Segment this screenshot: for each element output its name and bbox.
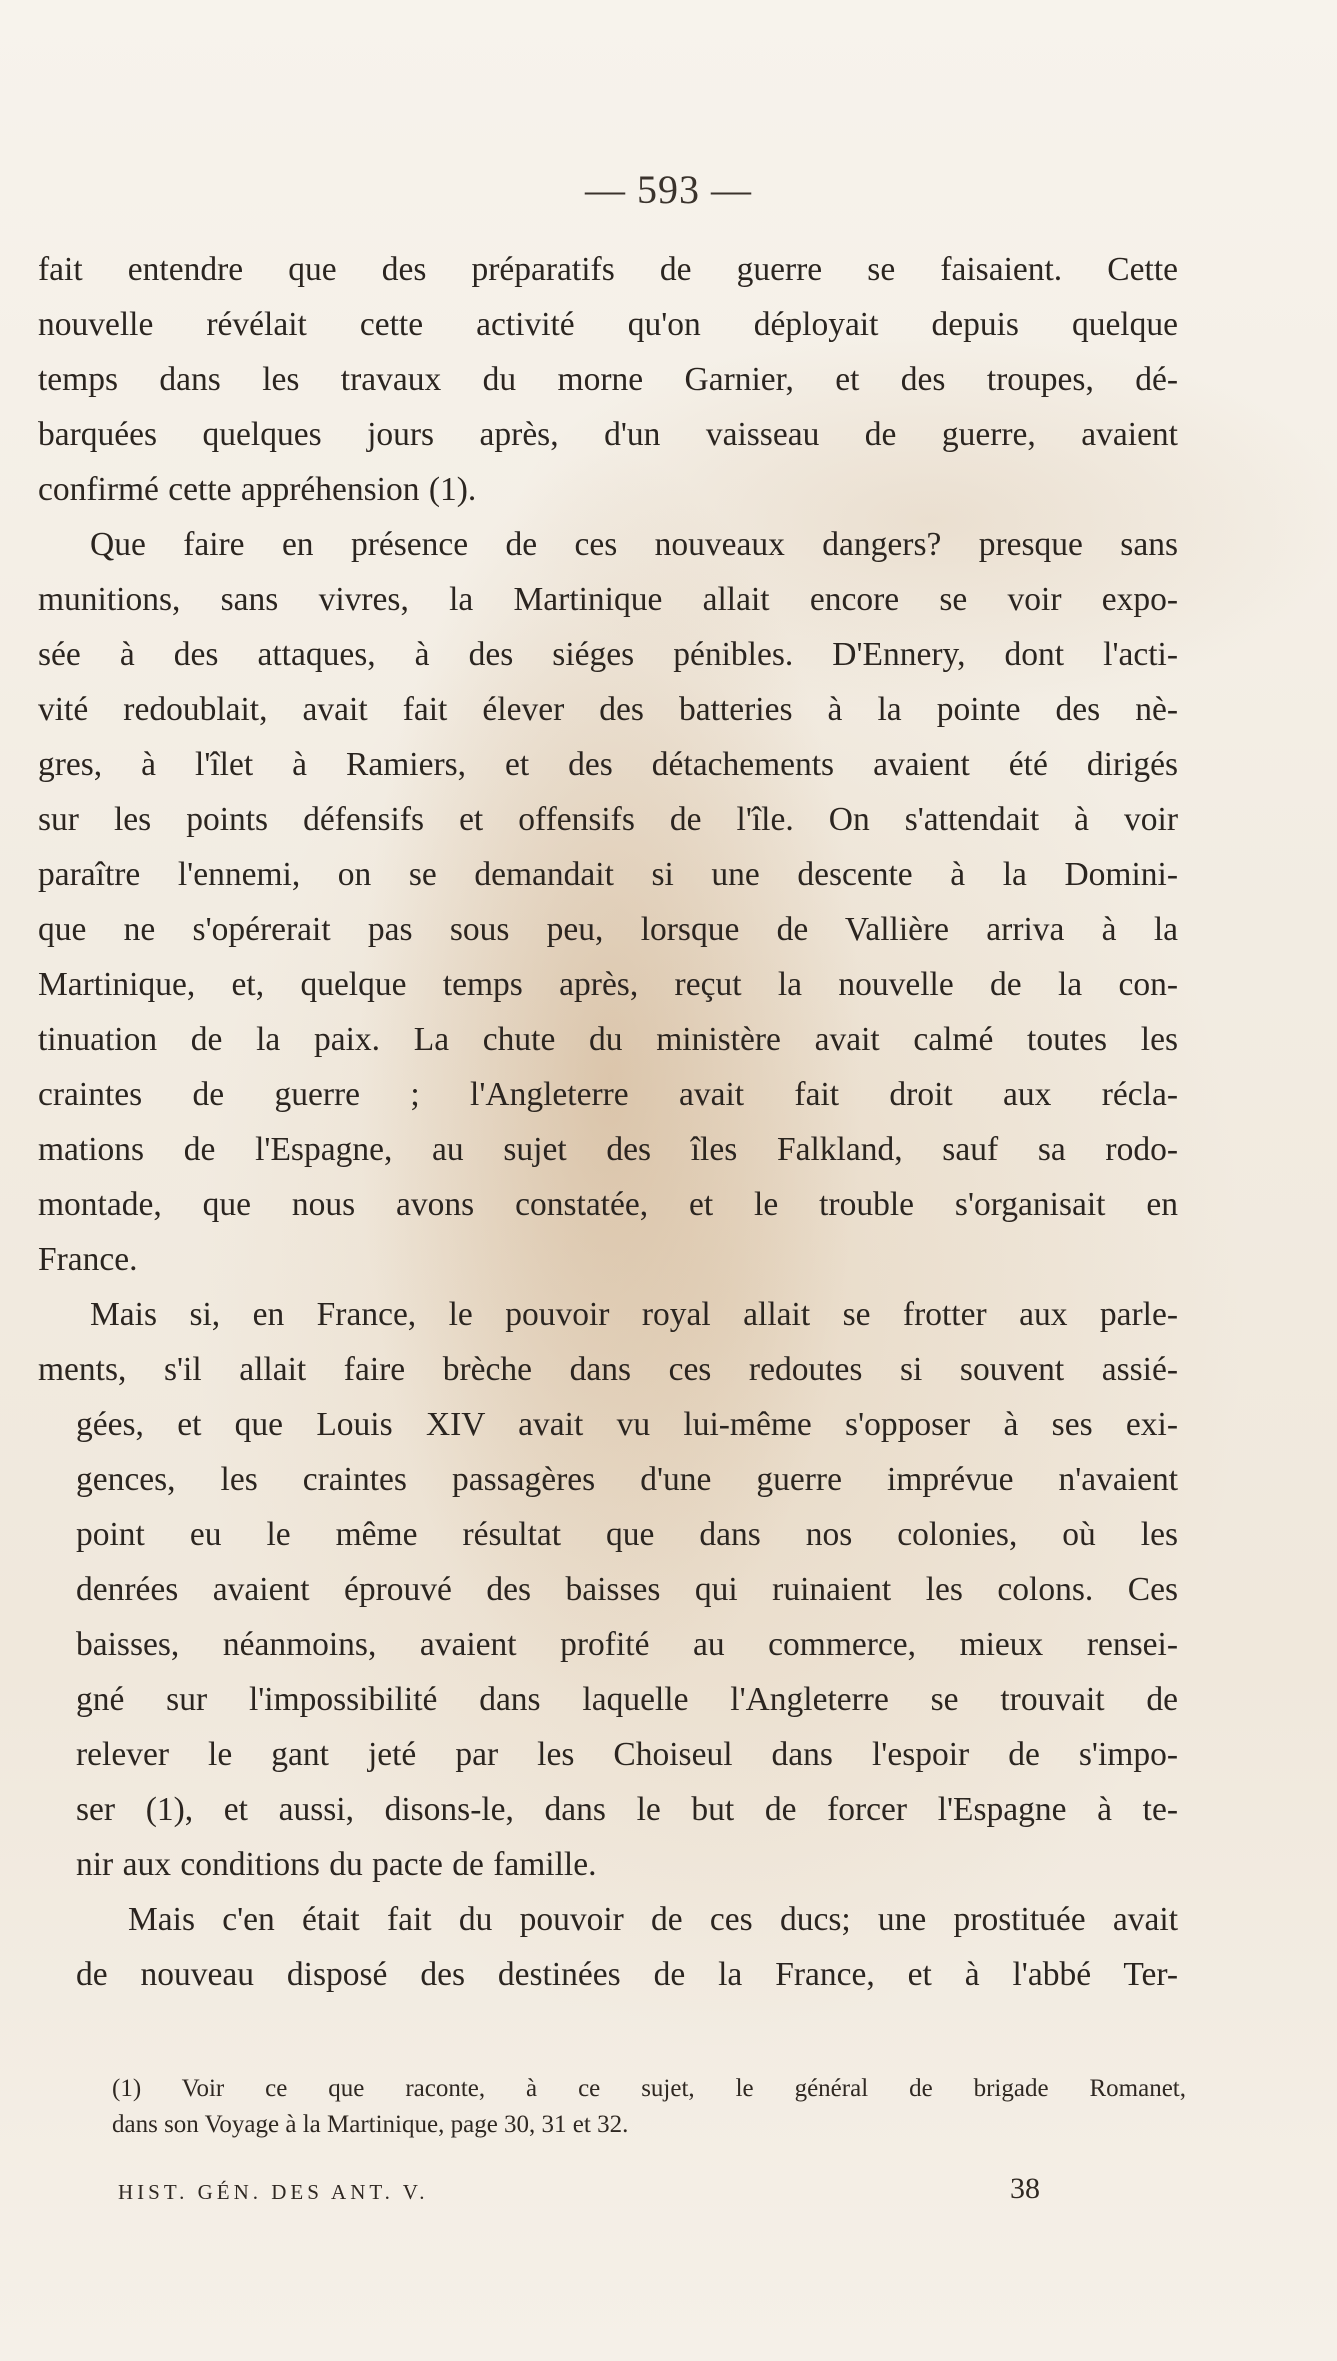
text-line: France.	[38, 1241, 138, 1278]
footnote-line: dans son Voyage à la Martinique, page 30, 31 et 32.	[112, 2111, 629, 2138]
text-line: gées, et que Louis XIV avait vu lui-même s'opposer à ses exi-	[76, 1406, 1178, 1443]
text-line: point eu le même résultat que dans nos colonies, où les	[76, 1516, 1178, 1553]
text-line: montade, que nous avons constatée, et le trouble s'organisait en	[38, 1186, 1178, 1223]
body-text	[38, 242, 1178, 2002]
text-line: que ne s'opérerait pas sous peu, lorsque de Vallière arriva à la	[38, 911, 1178, 948]
text-line: gences, les craintes passagères d'une guerre imprévue n'avaient	[76, 1461, 1178, 1498]
text-line: vité redoublait, avait fait élever des batteries à la pointe des nè-	[38, 691, 1178, 728]
text-line: barquées quelques jours après, d'un vaisseau de guerre, avaient	[38, 416, 1178, 453]
text-line: gres, à l'îlet à Ramiers, et des détachements avaient été dirigés	[38, 746, 1178, 783]
text-line: mations de l'Espagne, au sujet des îles Falkland, sauf sa rodo-	[38, 1131, 1178, 1168]
text-line: ser (1), et aussi, disons-le, dans le but de forcer l'Espagne à te-	[76, 1791, 1178, 1828]
text-line: craintes de guerre ; l'Angleterre avait fait droit aux récla-	[38, 1076, 1178, 1113]
paragraph-start-line: Mais c'en était fait du pouvoir de ces ducs; une prostituée avait	[128, 1901, 1178, 1938]
text-line: tinuation de la paix. La chute du ministère avait calmé toutes les	[38, 1021, 1178, 1058]
footnote-line: (1) Voir ce que raconte, à ce sujet, le général de brigade Romanet,	[112, 2075, 1186, 2102]
printer-signature: HIST. GÉN. DES ANT. V.	[118, 2180, 429, 2204]
text-line: Martinique, et, quelque temps après, reçut la nouvelle de la con-	[38, 966, 1178, 1003]
text-line: ments, s'il allait faire brèche dans ces redoutes si souvent assié-	[38, 1351, 1178, 1388]
text-line: nir aux conditions du pacte de famille.	[76, 1846, 597, 1883]
text-line: munitions, sans vivres, la Martinique allait encore se voir expo-	[38, 581, 1178, 618]
page-number: — 593 —	[585, 167, 752, 212]
paragraph-start-line: Mais si, en France, le pouvoir royal allait se frotter aux parle-	[90, 1296, 1178, 1333]
sheet-number: 38	[1010, 2172, 1040, 2205]
text-line: nouvelle révélait cette activité qu'on déployait depuis quelque	[38, 306, 1178, 343]
paragraph-start-line: Que faire en présence de ces nouveaux dangers? presque sans	[90, 526, 1178, 563]
text-line: sur les points défensifs et offensifs de l'île. On s'attendait à voir	[38, 801, 1178, 838]
text-line: baisses, néanmoins, avaient profité au commerce, mieux rensei-	[76, 1626, 1178, 1663]
footnote	[112, 2071, 1186, 2143]
text-line: denrées avaient éprouvé des baisses qui ruinaient les colons. Ces	[76, 1571, 1178, 1608]
text-line: temps dans les travaux du morne Garnier, et des troupes, dé-	[38, 361, 1178, 398]
text-line: de nouveau disposé des destinées de la France, et à l'abbé Ter-	[76, 1956, 1178, 1993]
text-line: sée à des attaques, à des siéges pénibles. D'Ennery, dont l'acti-	[38, 636, 1178, 673]
text-line: confirmé cette appréhension (1).	[38, 471, 477, 508]
text-line: paraître l'ennemi, on se demandait si une descente à la Domini-	[38, 856, 1178, 893]
text-line: fait entendre que des préparatifs de guerre se faisaient. Cette	[38, 251, 1178, 288]
text-line: relever le gant jeté par les Choiseul dans l'espoir de s'impo-	[76, 1736, 1178, 1773]
text-line: gné sur l'impossibilité dans laquelle l'Angleterre se trouvait de	[76, 1681, 1178, 1718]
